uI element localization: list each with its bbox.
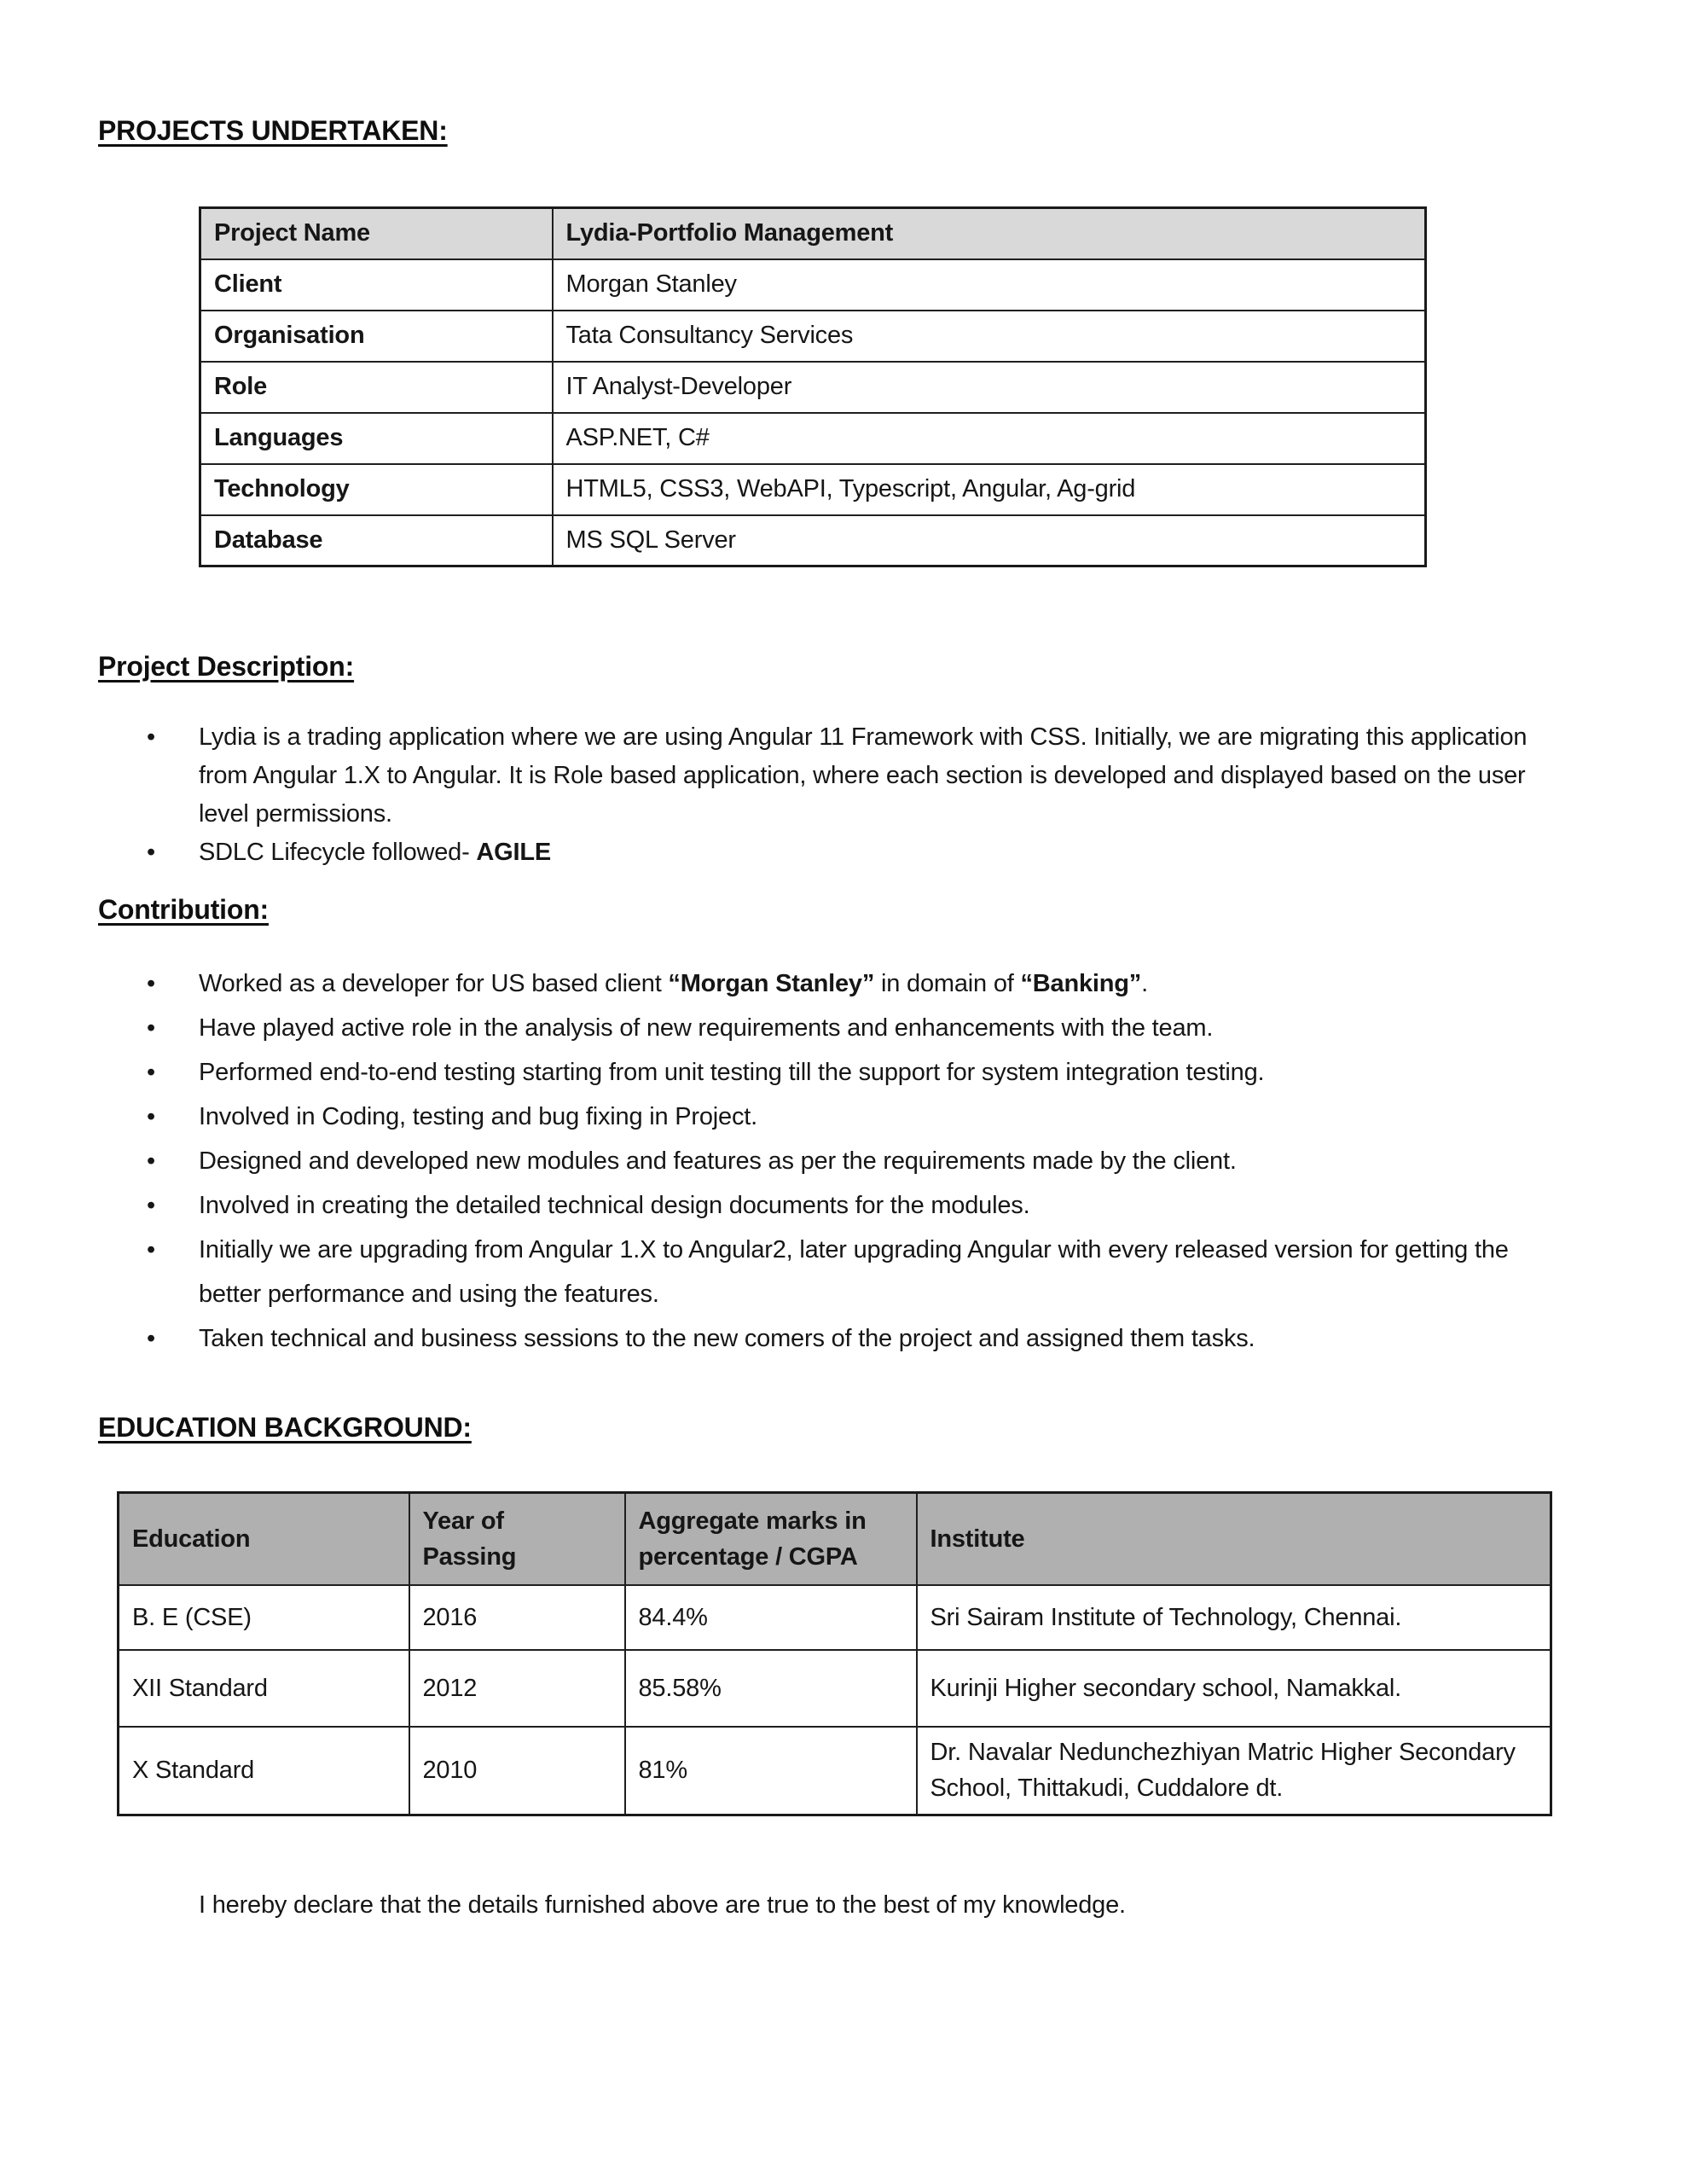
list-item [98, 1183, 1548, 1228]
table-row [200, 464, 1426, 515]
role-value: IT Analyst-Developer [553, 362, 1426, 413]
marks-cell: 81% [625, 1727, 917, 1815]
year-cell: 2016 [409, 1585, 625, 1650]
organisation-value: Tata Consultancy Services [553, 311, 1426, 362]
project-description-heading: Project Description: [98, 651, 355, 682]
table-row [200, 362, 1426, 413]
banking-text: “Banking” [1020, 970, 1142, 997]
list-item [98, 1139, 1548, 1183]
table-row [119, 1727, 1551, 1815]
education-cell: B. E (CSE) [119, 1585, 409, 1650]
table-row [119, 1650, 1551, 1727]
education-background-heading: EDUCATION BACKGROUND: [98, 1412, 472, 1443]
declaration-text: I hereby declare that the details furnished above are true to the best of my knowledge. [199, 1891, 1126, 1919]
year-cell: 2012 [409, 1650, 625, 1727]
project-description-list [98, 718, 1548, 872]
list-item [98, 1095, 1548, 1139]
role-label: Role [200, 362, 553, 413]
list-item [98, 961, 1548, 1006]
education-column-header: Education [119, 1493, 409, 1585]
marks-cell: 85.58% [625, 1650, 917, 1727]
table-row [200, 311, 1426, 362]
contribution-bullet-text: in domain of [874, 970, 1021, 997]
list-item [98, 1228, 1548, 1316]
morgan-stanley-text: “Morgan Stanley” [668, 970, 875, 997]
projects-undertaken-heading: PROJECTS UNDERTAKEN: [98, 115, 448, 146]
list-item [98, 718, 1548, 834]
contribution-list [98, 961, 1548, 1361]
languages-label: Languages [200, 413, 553, 464]
list-item [98, 834, 1548, 872]
table-row [200, 259, 1426, 311]
technology-value: HTML5, CSS3, WebAPI, Typescript, Angular, Ag-grid [553, 464, 1426, 515]
contribution-bullet-text: Involved in Coding, testing and bug fixing in Project. [199, 1103, 757, 1130]
contribution-bullet-text: Worked as a developer for US based client [199, 970, 669, 997]
contribution-bullet-text: Have played active role in the analysis of new requirements and enhancements with the team. [199, 1014, 1214, 1042]
table-header-row [119, 1493, 1551, 1585]
education-cell: X Standard [119, 1727, 409, 1815]
list-item [98, 1050, 1548, 1095]
institute-cell: Sri Sairam Institute of Technology, Chennai. [917, 1585, 1551, 1650]
contribution-bullet-text: Taken technical and business sessions to the new comers of the project and assigned them tasks. [199, 1325, 1255, 1352]
contribution-bullet-text: Performed end-to-end testing starting from unit testing till the support for system integration testing. [199, 1059, 1265, 1086]
contribution-bullet-text: Involved in creating the detailed technical design documents for the modules. [199, 1192, 1030, 1219]
contribution-bullet-text: . [1141, 970, 1148, 997]
year-cell: 2010 [409, 1727, 625, 1815]
table-row [200, 413, 1426, 464]
sdlc-agile-text: AGILE [476, 839, 552, 866]
project-details-table [199, 206, 1427, 567]
sdlc-bullet-text: SDLC Lifecycle followed- [199, 839, 477, 866]
institute-cell: Dr. Navalar Nedunchezhiyan Matric Higher Secondary School, Thittakudi, Cuddalore dt. [917, 1727, 1551, 1815]
institute-column-header: Institute [917, 1493, 1551, 1585]
contribution-heading: Contribution: [98, 894, 269, 925]
languages-value: ASP.NET, C# [553, 413, 1426, 464]
institute-cell: Kurinji Higher secondary school, Namakkal. [917, 1650, 1551, 1727]
list-item [98, 1006, 1548, 1050]
table-row [200, 515, 1426, 566]
marks-cell: 84.4% [625, 1585, 917, 1650]
project-name-label: Project Name [200, 208, 553, 259]
year-of-passing-column-header: Year of Passing [409, 1493, 625, 1585]
database-value: MS SQL Server [553, 515, 1426, 566]
database-label: Database [200, 515, 553, 566]
client-label: Client [200, 259, 553, 311]
education-cell: XII Standard [119, 1650, 409, 1727]
contribution-bullet-text: Initially we are upgrading from Angular 1.X to Angular2, later upgrading Angular with every released version for getting the better performance and using the features. [199, 1236, 1509, 1308]
education-table [117, 1491, 1552, 1816]
organisation-label: Organisation [200, 311, 553, 362]
technology-label: Technology [200, 464, 553, 515]
table-row [119, 1585, 1551, 1650]
description-bullet-text: Lydia is a trading application where we are using Angular 11 Framework with CSS. Initially, we are migrating this application from Angular 1.X to Angular. It is Role based application, where each section is developed and displayed based on the user level permissions. [199, 723, 1528, 828]
client-value: Morgan Stanley [553, 259, 1426, 311]
aggregate-marks-column-header: Aggregate marks in percentage / CGPA [625, 1493, 917, 1585]
contribution-bullet-text: Designed and developed new modules and features as per the requirements made by the client. [199, 1147, 1237, 1175]
project-name-value: Lydia-Portfolio Management [553, 208, 1426, 259]
table-row [200, 208, 1426, 259]
list-item [98, 1316, 1548, 1361]
